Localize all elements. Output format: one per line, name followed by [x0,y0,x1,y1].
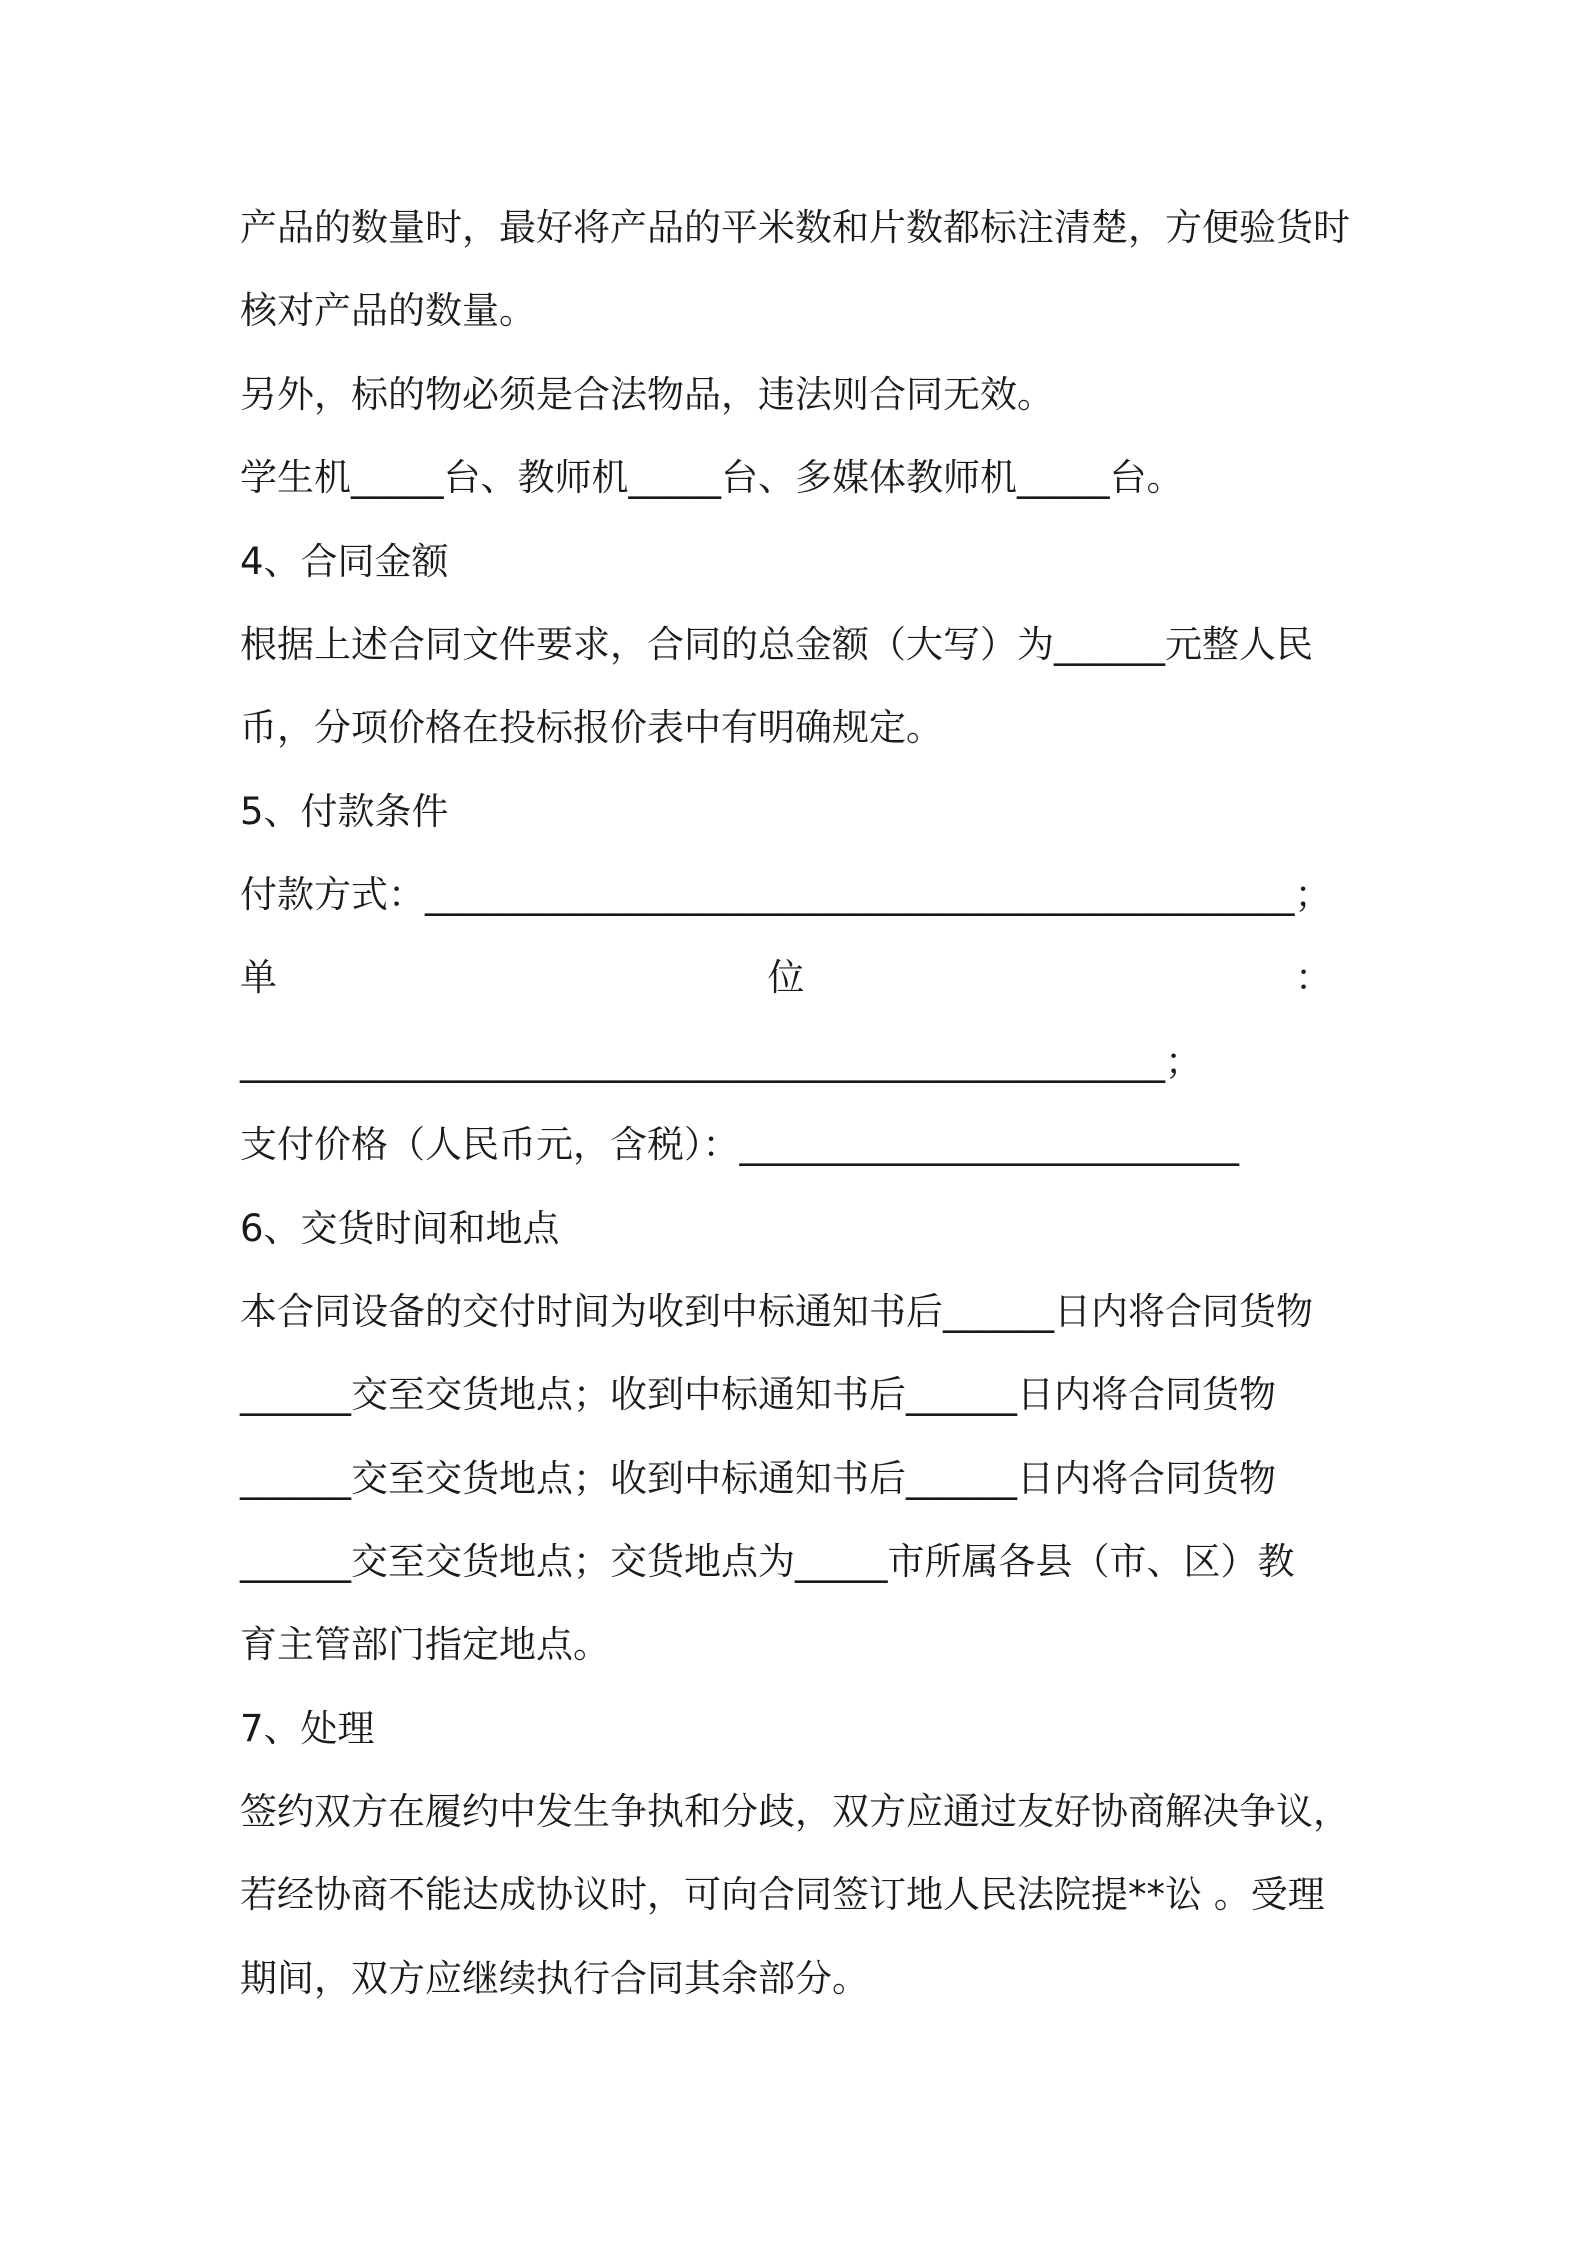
section-heading: 5、付款条件 [240,790,449,833]
paragraph-line: 育主管部门指定地点。 [240,1623,610,1666]
paragraph-line: 另外，标的物必须是合法物品，违法则合同无效。 [240,373,1054,416]
unit-line [240,953,1332,1003]
paragraph-line: 若经协商不能达成协议时，可向合同签订地人民法院提**讼 。受理 [240,1873,1325,1916]
paragraph-line: 币，分项价格在投标报价表中有明确规定。 [240,706,943,749]
section-heading: 7、处理 [240,1707,375,1750]
paragraph-line: 产品的数量时，最好将产品的平米数和片数都标注清楚，方便验货时 [240,206,1350,249]
paragraph-line: __________________________________________________； [240,1040,1202,1083]
paragraph-line: 付款方式：_______________________________________________； [240,873,1332,916]
paragraph-line: 核对产品的数量。 [240,289,536,332]
unit-label-colon: ： [1295,956,1332,999]
paragraph-line: ______交至交货地点；交货地点为_____市所属各县（市、区）教 [240,1540,1295,1583]
section-heading: 6、交货时间和地点 [240,1207,560,1250]
paragraph-line: 本合同设备的交付时间为收到中标通知书后______日内将合同货物 [240,1290,1313,1333]
paragraph-line: 根据上述合同文件要求，合同的总金额（大写）为______元整人民 [240,623,1313,666]
paragraph-line: 期间，双方应继续执行合同其余部分。 [240,1957,869,2000]
paragraph-line: ______交至交货地点；收到中标通知书后______日内将合同货物 [240,1457,1276,1500]
paragraph-line: 学生机_____台、教师机_____台、多媒体教师机_____台。 [240,456,1184,499]
section-heading: 4、合同金额 [240,540,449,583]
unit-label-1: 单 [240,956,277,999]
paragraph-line: ______交至交货地点；收到中标通知书后______日内将合同货物 [240,1373,1276,1416]
paragraph-line: 支付价格（人民币元，含税）：___________________________ [240,1123,1239,1166]
unit-label-2: 位 [767,956,805,999]
paragraph-line: 签约双方在履约中发生争执和分歧，双方应通过友好协商解决争议， [240,1790,1350,1833]
